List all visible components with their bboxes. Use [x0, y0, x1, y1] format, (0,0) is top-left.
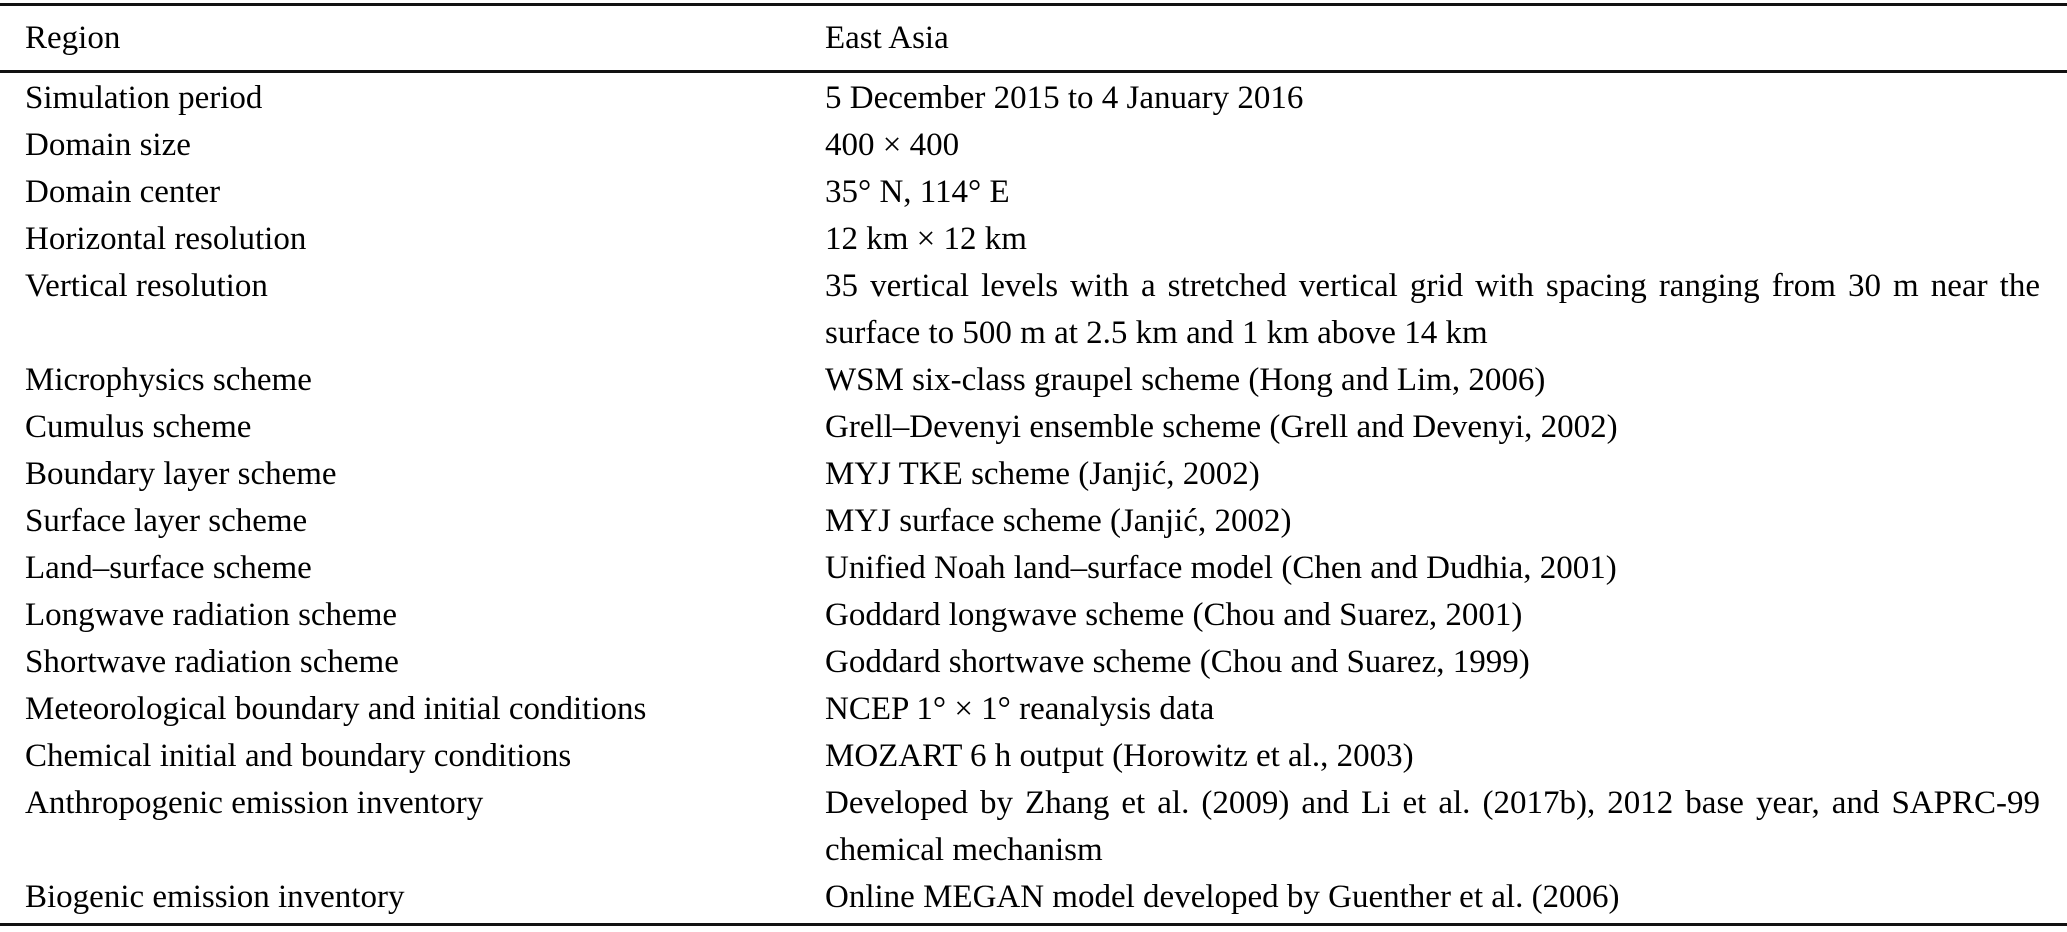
table-row	[0, 169, 2067, 216]
header-region-label: Region	[25, 20, 121, 56]
row-label: Meteorological boundary and initial conditions	[25, 691, 647, 727]
table-row	[0, 404, 2067, 451]
row-label: Simulation period	[25, 80, 263, 116]
table-row	[0, 733, 2067, 780]
row-value: 35° N, 114° E	[825, 174, 1010, 210]
row-value: MYJ surface scheme (Janjić, 2002)	[825, 503, 1292, 539]
row-value: 400 × 400	[825, 127, 960, 163]
row-label: Surface layer scheme	[25, 503, 308, 539]
row-label: Microphysics scheme	[25, 362, 312, 398]
row-value: 35 vertical levels with a stretched vertical grid with spacing ranging from 30 m near the surface to 500 m at 2.5 km and 1 km above 14 km	[825, 268, 2040, 351]
row-label: Shortwave radiation scheme	[25, 644, 399, 680]
row-label: Domain size	[25, 127, 191, 163]
row-label: Cumulus scheme	[25, 409, 252, 445]
row-label: Land–surface scheme	[25, 550, 312, 586]
row-label: Chemical initial and boundary conditions	[25, 738, 572, 774]
row-value: Goddard longwave scheme (Chou and Suarez, 2001)	[825, 597, 1523, 633]
table-row	[0, 122, 2067, 169]
row-value: MYJ TKE scheme (Janjić, 2002)	[825, 456, 1260, 492]
table-header-row	[0, 6, 2067, 70]
row-value: Grell–Devenyi ensemble scheme (Grell and Devenyi, 2002)	[825, 409, 1618, 445]
row-label: Anthropogenic emission inventory	[25, 785, 484, 821]
row-label: Biogenic emission inventory	[25, 879, 405, 915]
row-label: Longwave radiation scheme	[25, 597, 398, 633]
row-label: Horizontal resolution	[25, 221, 307, 257]
row-label: Boundary layer scheme	[25, 456, 337, 492]
row-value: Online MEGAN model developed by Guenther et al. (2006)	[825, 879, 1620, 915]
row-label: Domain center	[25, 174, 221, 210]
table-row	[0, 780, 2067, 874]
table-row	[0, 686, 2067, 733]
row-value: Goddard shortwave scheme (Chou and Suarez, 1999)	[825, 644, 1530, 680]
row-value: 12 km × 12 km	[825, 221, 1027, 257]
header-region-value: East Asia	[825, 20, 949, 56]
table-body	[0, 73, 2067, 923]
row-label: Vertical resolution	[25, 268, 268, 304]
table-row	[0, 263, 2067, 357]
row-value: MOZART 6 h output (Horowitz et al., 2003)	[825, 738, 1414, 774]
model-config-table	[0, 3, 2067, 932]
row-value: 5 December 2015 to 4 January 2016	[825, 80, 1304, 116]
table-row	[0, 216, 2067, 263]
bottom-rule	[0, 923, 2067, 926]
table-row	[0, 545, 2067, 592]
table-row	[0, 357, 2067, 404]
table-row	[0, 451, 2067, 498]
row-value: Unified Noah land–surface model (Chen and Dudhia, 2001)	[825, 550, 1617, 586]
table-row	[0, 874, 2067, 921]
row-value: Developed by Zhang et al. (2009) and Li et al. (2017b), 2012 base year, and SAPRC-99 chemical mechanism	[825, 785, 2040, 868]
table-row	[0, 498, 2067, 545]
table-row	[0, 75, 2067, 122]
row-value: NCEP 1° × 1° reanalysis data	[825, 691, 1215, 727]
table-row	[0, 592, 2067, 639]
row-value: WSM six-class graupel scheme (Hong and Lim, 2006)	[825, 362, 1546, 398]
table-row	[0, 639, 2067, 686]
